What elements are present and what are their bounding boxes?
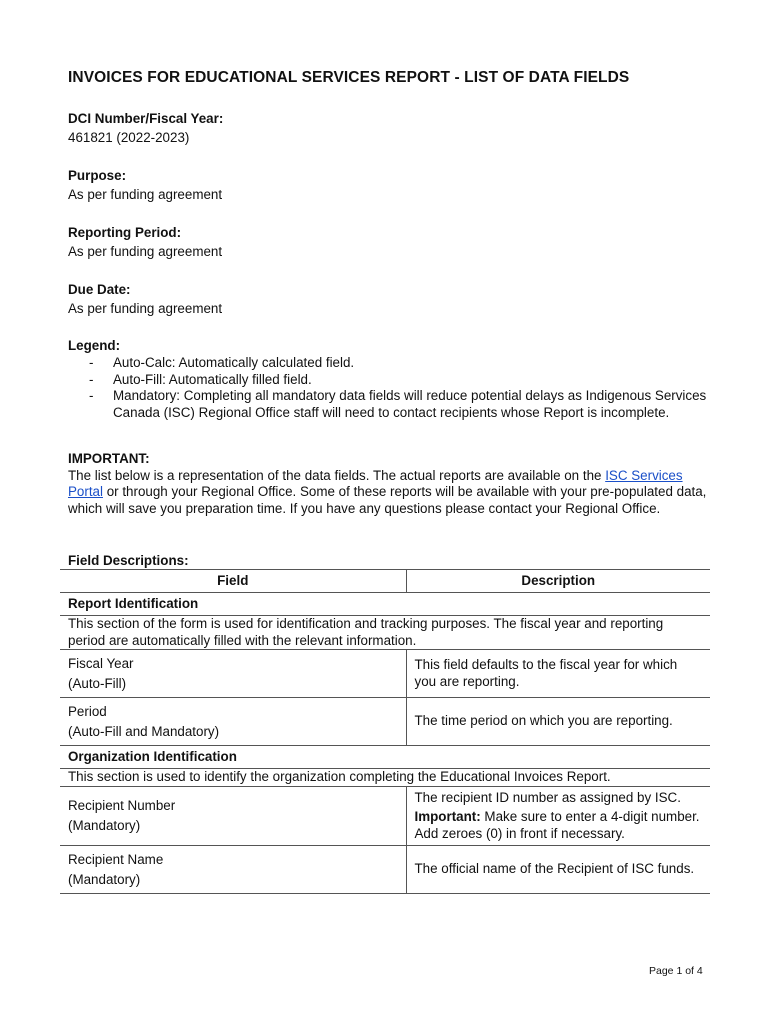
field-cell	[60, 846, 406, 894]
important-note	[68, 451, 708, 517]
due-date-block	[68, 280, 708, 318]
section-title-row	[60, 746, 710, 769]
dci-label: DCI Number/Fiscal Year:	[68, 111, 224, 126]
description-cell: The time period on which you are reporting.	[406, 698, 710, 746]
field-qualifier: (Auto-Fill)	[68, 675, 127, 691]
field-qualifier: (Mandatory)	[68, 817, 141, 833]
due-date-label: Due Date:	[68, 282, 131, 297]
dci-block	[68, 109, 708, 147]
due-date-value: As per funding agreement	[68, 301, 223, 316]
page-number: Page 1 of 4	[649, 965, 703, 977]
section-description: This section of the form is used for identification and tracking purposes. The fiscal year and reporting period are automatically filled with the relevant information.	[60, 616, 710, 650]
field-name: Recipient Name	[68, 852, 164, 867]
purpose-label: Purpose:	[68, 168, 127, 183]
legend-item: - Auto-Fill: Automatically filled field.	[89, 371, 312, 387]
table-row	[60, 786, 710, 846]
important-inline-label: Important:	[414, 809, 481, 824]
table-header-row	[60, 570, 710, 593]
dci-value: 461821 (2022-2023)	[68, 130, 190, 145]
legend-item: - Auto-Calc: Automatically calculated field.	[89, 355, 355, 370]
reporting-period-label: Reporting Period:	[68, 225, 182, 240]
legend-list	[68, 355, 708, 421]
document-title: INVOICES FOR EDUCATIONAL SERVICES REPORT - LIST OF DATA FIELDS	[68, 69, 630, 86]
important-text: The list below is a representation of the data fields. The actual reports are available on the ISC Services Portal or through your Regional Office. Some of these reports will be available with your pre-populated data, which will save you preparation time. If you have any questions please contact your Regional Office.	[68, 467, 707, 516]
header-description: Description	[406, 570, 710, 593]
table-row	[60, 650, 710, 698]
section-description: This section is used to identify the organization completing the Educational Invoices Report.	[60, 769, 710, 787]
section-title: Report Identification	[60, 593, 710, 616]
field-name: Period	[68, 704, 107, 719]
reporting-period-block	[68, 223, 708, 261]
description-cell: The recipient ID number as assigned by ISC. Important: Make sure to enter a 4-digit number. Add zeroes (0) in front if necessary.	[406, 786, 710, 846]
section-title: Organization Identification	[60, 746, 710, 769]
purpose-value: As per funding agreement	[68, 187, 223, 202]
legend	[68, 337, 708, 421]
description-cell: The official name of the Recipient of ISC funds.	[406, 846, 710, 894]
table-row	[60, 846, 710, 894]
section-description-row	[60, 616, 710, 650]
field-qualifier: (Mandatory)	[68, 871, 141, 887]
legend-item: - Mandatory: Completing all mandatory data fields will reduce potential delays as Indigenous Services Canada (ISC) Regional Office staff will need to contact recipients whose Report is incomplete.	[89, 388, 707, 420]
field-descriptions-table	[60, 569, 710, 894]
section-title-row	[60, 593, 710, 616]
isc-services-portal-link[interactable]: ISC Services Portal	[68, 467, 683, 499]
purpose-block	[68, 166, 708, 204]
field-descriptions-label: Field Descriptions:	[68, 553, 189, 568]
field-cell	[60, 650, 406, 698]
field-qualifier: (Auto-Fill and Mandatory)	[68, 723, 220, 739]
field-cell	[60, 786, 406, 846]
important-label: IMPORTANT:	[68, 451, 150, 466]
field-name: Recipient Number	[68, 798, 176, 814]
reporting-period-value: As per funding agreement	[68, 244, 223, 259]
legend-label: Legend:	[68, 338, 121, 353]
section-description-row	[60, 769, 710, 787]
field-name: Fiscal Year	[68, 656, 134, 671]
description-cell: This field defaults to the fiscal year for which you are reporting.	[406, 650, 710, 698]
field-cell	[60, 698, 406, 746]
header-field: Field	[60, 570, 406, 593]
table-row	[60, 698, 710, 746]
